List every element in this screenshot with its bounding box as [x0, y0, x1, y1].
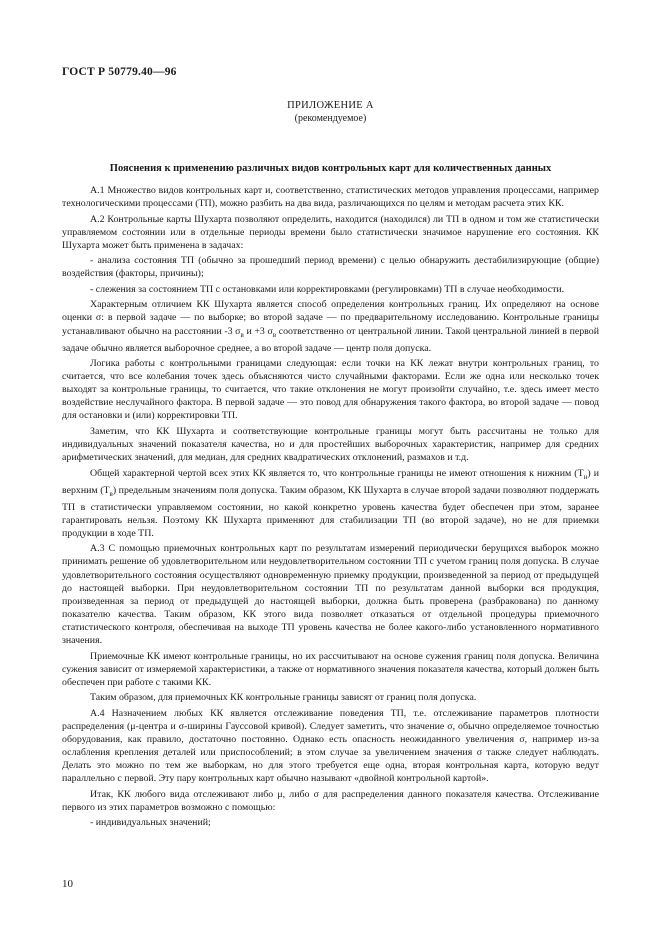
paragraph-a1: А.1 Множество видов контрольных карт и, соответственно, статистических методов управления процессами, например технологическими процессами (ТП), можно разбить на два вида, различающихся по целям и методам расчета этих КК.	[62, 185, 599, 210]
paragraph-logic: Логика работы с контрольными границами следующая: если точки на КК лежат внутри контрольных границ, то считается, что все колебания точек здесь объясняются чисто случайными факторами. Если же одна или несколько точек выходят за контрольные границы, то считается, что такие отклонения не могут произойти случайно, т.е. здесь имеет место воздействие неслучайного фактора. В первой задаче — это повод для обнаружения такого фактора, во второй задаче — повод для остановки и (или) корректировки ТП.	[62, 358, 599, 422]
paragraph-common-feature-rest: ) предельным значениям поля допуска. Таким образом, КК Шухарта в случае второй задачи позволяют поддержать ТП в статистически управляемом состоянии, но какой конкретно уровень качества будет обеспечен при этом, заранее гарантировать нельзя. Поэтому КК Шухарта применяют для стабилизации ТП (во второй задаче), но не для приемки продукции в ходе ТП.	[62, 484, 599, 539]
paragraph-shewhart-limits-text: Характерным отличием КК Шухарта является способ определения контрольных границ. Их определяют на основе оценки σ: в первой задаче — по выборке; во второй задаче — по предварительному исследованию. Контрольные границы устанавливают обычно на расстоянии -3 σ	[62, 299, 599, 337]
list-item-individual: - индивидуальных значений;	[90, 817, 211, 829]
section-title: Пояснения к применению различных видов контрольных карт для количественных данных	[109, 163, 552, 174]
t-subscript-lower: н	[583, 472, 588, 481]
paragraph-a2: А.2 Контрольные карты Шухарта позволяют определить, находится (находился) ли ТП в одном и том же статистически управляемом состоянии или в отдельные периоды времени было статистически значимое нарушение его состояния. КК Шухарта может быть применена в задачах:	[62, 213, 599, 251]
sigma-subscript-1: в	[240, 330, 244, 339]
standard-header: ГОСТ Р 50779.40—96	[62, 66, 177, 78]
paragraph-conclusion: Таким образом, для приемочных КК контрольные границы зависят от границ поля допуска.	[90, 692, 477, 704]
paragraph-shewhart-limits	[62, 298, 599, 354]
t-subscript-upper: в	[109, 489, 113, 498]
paragraph-shewhart-limits-rest: соответственно от центральной линии. Такой центральной линией в первой задаче обычно является выборочное среднее, а во второй задаче — центр поля допуска.	[62, 325, 599, 354]
page-number: 10	[62, 878, 73, 890]
paragraph-common-feature	[62, 467, 599, 540]
annex-subtitle: (рекомендуемое)	[294, 113, 367, 124]
paragraph-a3: А.3 С помощью приемочных контрольных карт по результатам измерений периодически берущихся выборок можно принимать решение об удовлетворительном или неудовлетворительном состоянии ТП с учетом границ поля допуска. В случае удовлетворительного состояния осуществляют одновременную приемку продукции, произведенной за период от предыдущей до настоящей выборки. При неудовлетворительном состоянии ТП по результатам данной выборки вся продукция, произведенная за период от предыдущей до настоящей выборки, должна быть проверена (разбракована) по данному показателю качества. Таким образом, КК этого вида позволяет отказаться от отдельной процедуры приемочного статистического контроля, обеспечивая на выходе ТП уровень качества не более какого-либо установленного нормативного значения.	[62, 543, 599, 647]
body-text	[62, 184, 599, 832]
paragraph-shewhart-limits-mid: и +3 σ	[243, 325, 273, 337]
paragraph-a4: А.4 Назначением любых КК является отслеживание поведения ТП, т.е. отслеживание параметров плотности распределения (μ-центра и σ-ширины Гауссовой кривой). Следует заметить, что значение σ, обычно определяемое точностью оборудования, как правило, достаточно постоянно. Однако есть опасность неожиданного увеличения σ, например из-за ослабления крепления деталей или приспособлений; в этом случае за увеличением значения σ также следует наблюдать. Делать это можно по тем же выборкам, но для этого требуется еще одна, вторая контрольная карта, которую ведут параллельно с первой. Эту пару контрольных карт обычно называют «двойной контрольной картой».	[62, 707, 599, 785]
paragraph-note: Заметим, что КК Шухарта и соответствующие контрольные границы могут быть рассчитаны не только для индивидуальных значений показателя качества, но и для простейших выборочных характеристик, например для средних арифметических значений, для медиан, для средних квадратических отклонений, размахов и т.д.	[62, 425, 599, 464]
paragraph-common-feature-text: Общей характерной чертой всех этих КК является то, что контрольные границы не имеют отношения к нижним (T	[90, 467, 584, 479]
paragraph-summary: Итак, КК любого вида отслеживают либо μ, либо σ для распределения данного показателя качества. Отслеживание первого из этих параметров возможно с помощью:	[62, 788, 599, 813]
annex-title: ПРИЛОЖЕНИЕ А	[287, 100, 374, 111]
list-item-analysis: - анализа состояния ТП (обычно за прошедший период времени) с целью обнаружить дестабилизирующие (общие) воздействия (факторы, причины);	[62, 255, 599, 280]
paragraph-common-feature-mid: ) и верхним (T	[62, 467, 599, 496]
list-item-tracking: - слежения за состоянием ТП с остановками или корректировками (регулировками) ТП в случае необходимости.	[90, 283, 565, 295]
paragraph-acceptance: Приемочные КК имеют контрольные границы, но их рассчитывают на основе сужения границ поля допуска. Величина сужения зависит от измеряемой характеристики, а также от нормативного значения показателя качества, который должен быть обеспечен при работе с такими КК.	[62, 650, 599, 688]
sigma-subscript-2: в	[272, 330, 277, 339]
